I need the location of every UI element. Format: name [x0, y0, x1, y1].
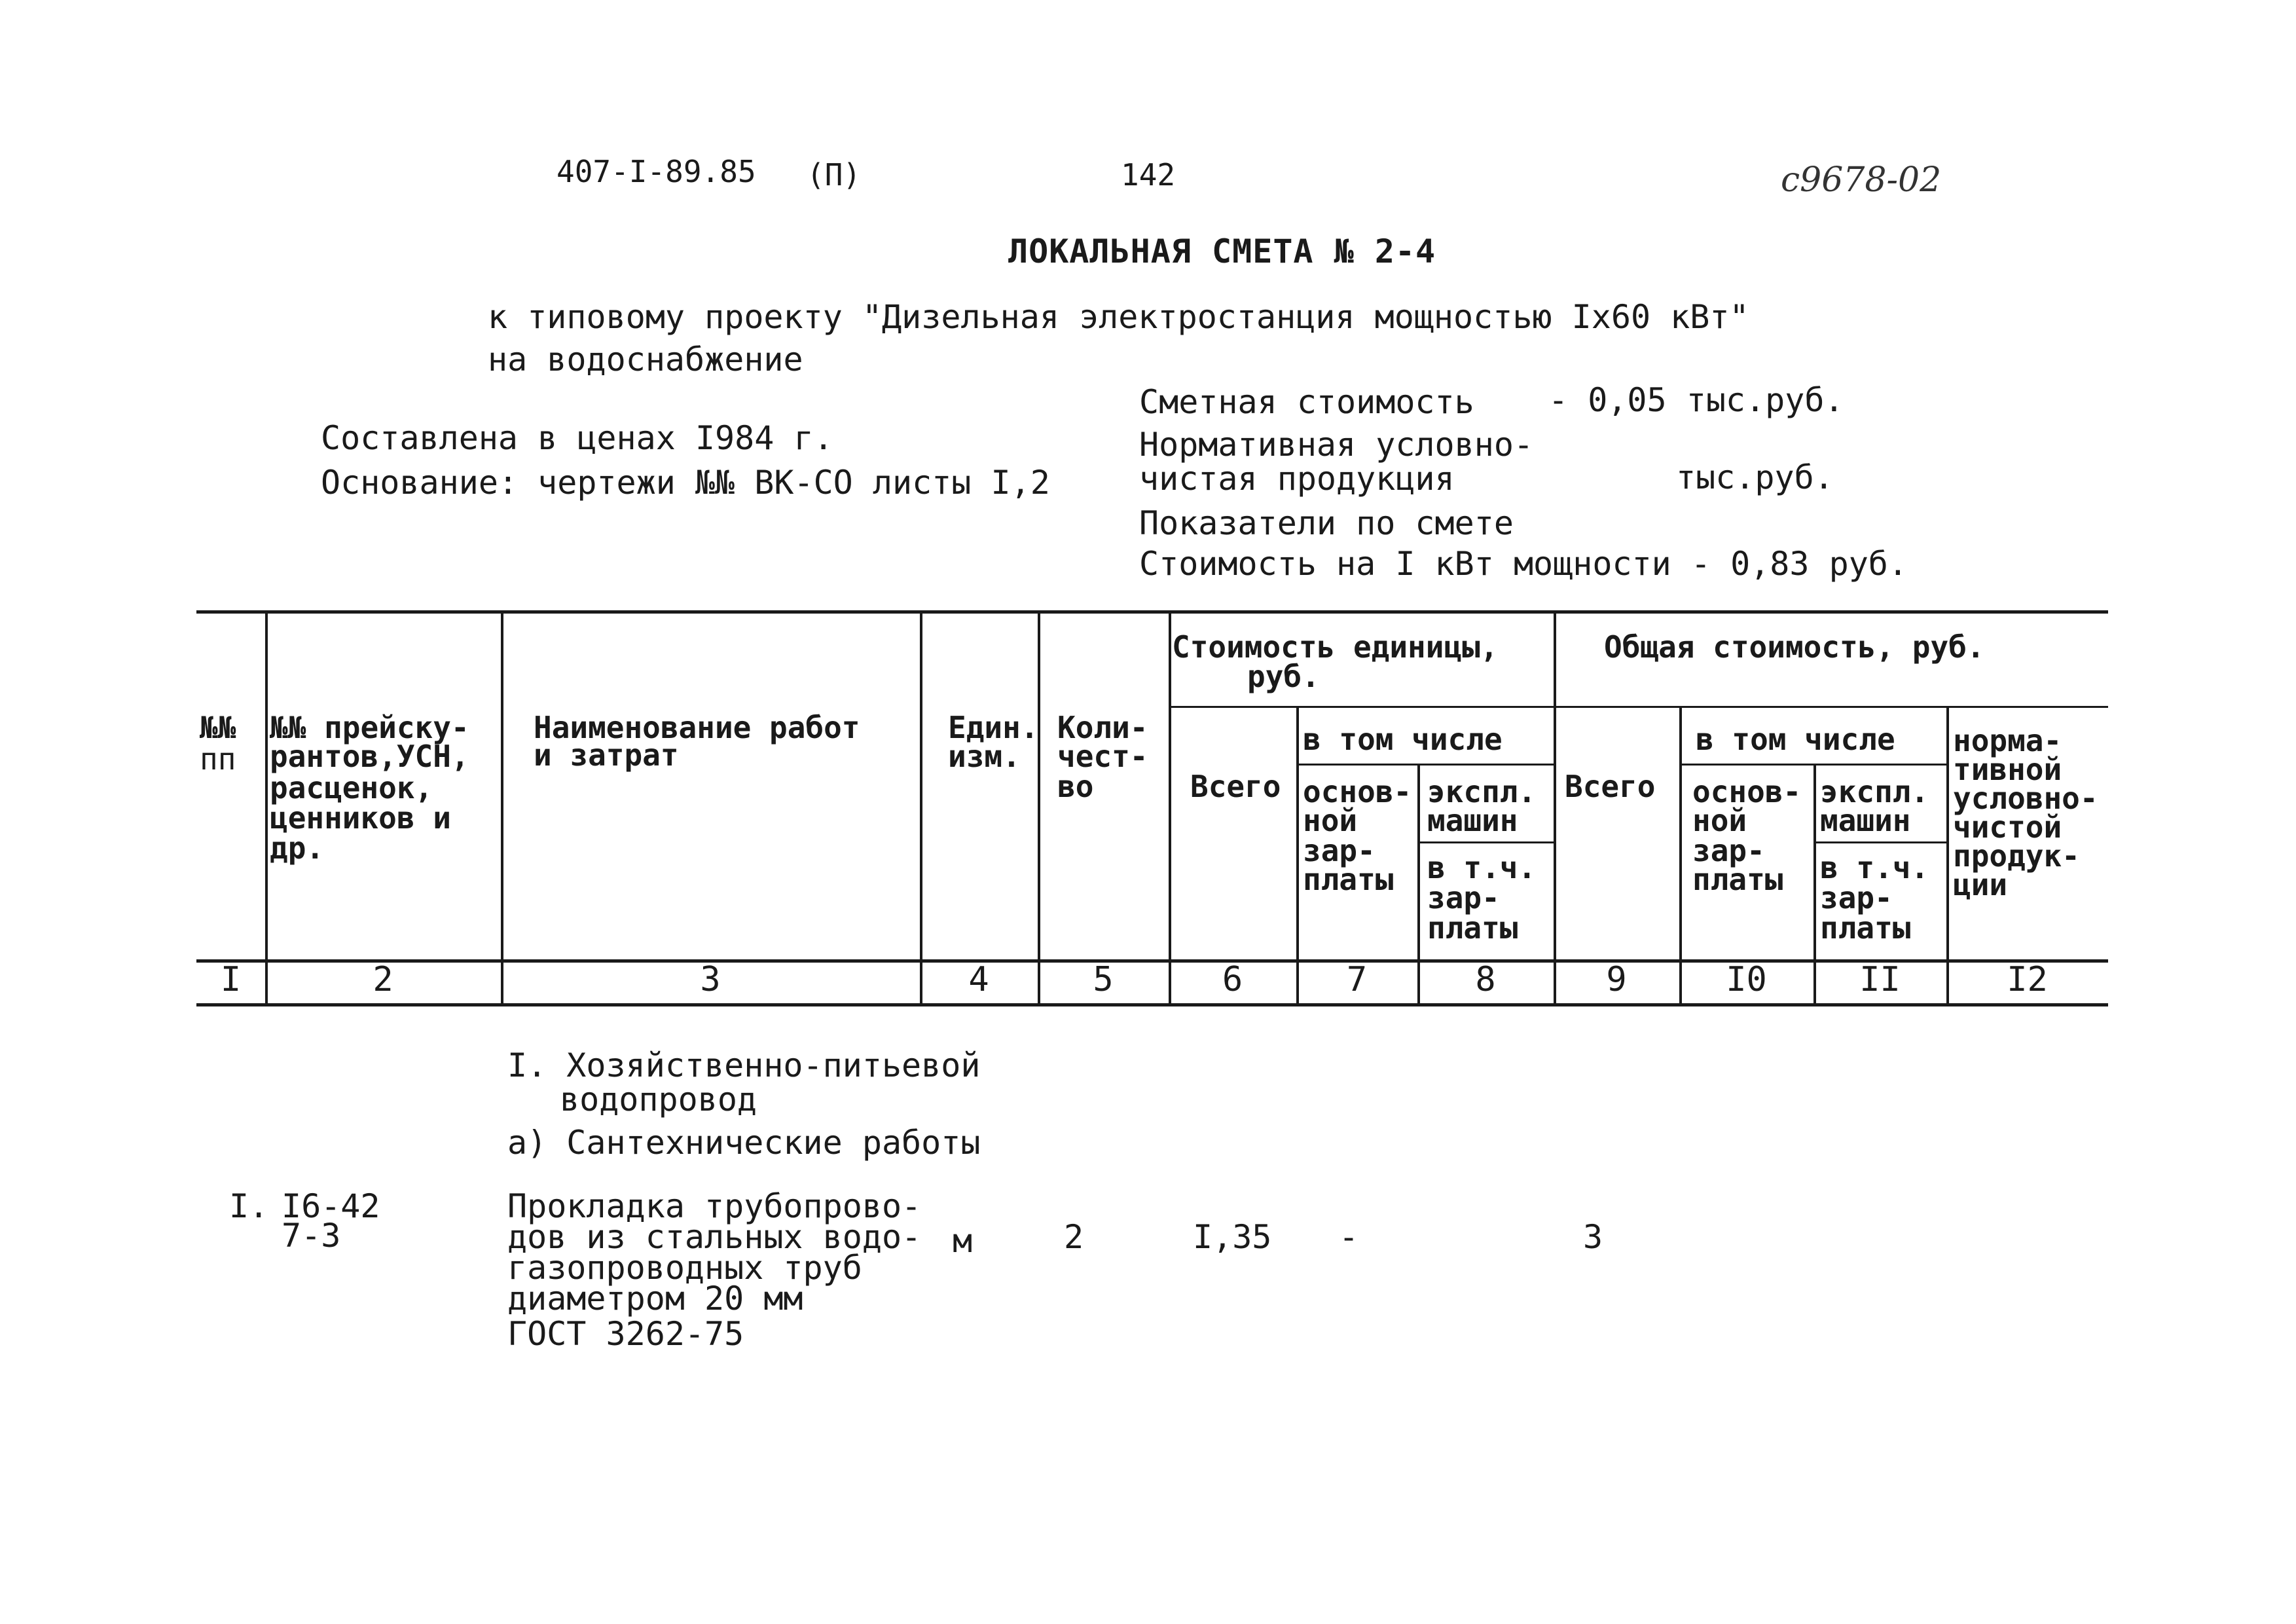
- header-col1-line1: №№: [200, 710, 236, 745]
- row-name-line5: ГОСТ 3262-75: [507, 1315, 744, 1353]
- table-vline: [1554, 610, 1556, 1003]
- row-unit-total: I,35: [1193, 1218, 1272, 1256]
- column-number: 7: [1346, 960, 1368, 999]
- table-machines-divider-right: [1813, 841, 1948, 843]
- estimate-cost-value: - 0,05 тыс.руб.: [1548, 381, 1844, 419]
- column-number: 2: [373, 960, 393, 999]
- row-total: 3: [1583, 1218, 1603, 1256]
- header-overall-incl-wage-1: в т.ч.: [1820, 850, 1929, 885]
- norm-prod-label1: Нормативная условно-: [1139, 426, 1534, 464]
- header-unit-total: Всего: [1190, 769, 1281, 804]
- table-cost-divider: [1169, 706, 2108, 708]
- header-norm-prod-6: ции: [1953, 867, 2008, 902]
- header-col2-line4: ценников и: [270, 800, 451, 836]
- table-vline: [920, 610, 922, 1003]
- table-top-border: [196, 610, 2108, 614]
- header-unit-machines-1: экспл.: [1427, 774, 1537, 809]
- doc-number: 407-I-89.85: [556, 154, 756, 189]
- header-col5-line2: чест-: [1057, 739, 1148, 774]
- column-number: 5: [1093, 960, 1114, 999]
- header-col2-line3: расценок,: [270, 770, 433, 805]
- header-unit-incl-wage-2: зар-: [1427, 880, 1500, 915]
- header-col2-line5: др.: [270, 830, 325, 866]
- estimate-cost-label: Сметная стоимость: [1139, 383, 1474, 421]
- table-vline: [1038, 610, 1040, 1003]
- header-unit-machines-2: машин: [1427, 803, 1518, 838]
- column-number: II: [1859, 960, 1901, 999]
- header-unit-base-wage-1: основ-: [1303, 774, 1412, 809]
- header-col3-line2: и затрат: [534, 737, 679, 773]
- header-col3-line1: Наименование работ: [534, 710, 860, 745]
- header-col2-line2: рантов,УСН,: [270, 739, 469, 774]
- section-heading-line1: I. Хозяйственно-питьевой: [507, 1046, 981, 1084]
- section-heading-line2: водопровод: [560, 1080, 757, 1118]
- row-name-line1: Прокладка трубопрово-: [507, 1187, 922, 1225]
- column-number: 9: [1606, 960, 1627, 999]
- subsection-heading: а) Сантехнические работы: [507, 1124, 981, 1162]
- table-numbers-bottom: [196, 1003, 2108, 1006]
- table-vline: [1679, 706, 1682, 1003]
- row-name-line2: дов из стальных водо-: [507, 1218, 922, 1256]
- header-overall-incl-wage-3: платы: [1820, 910, 1911, 946]
- header-overall-incl-wage-2: зар-: [1820, 880, 1893, 915]
- cost-per-kw: Стоимость на I кВт мощности - 0,83 руб.: [1139, 545, 1908, 583]
- header-unit-cost-line2: руб.: [1247, 659, 1320, 694]
- row-name-line3: газопроводных труб: [507, 1249, 862, 1287]
- row-unit: м: [953, 1222, 973, 1260]
- header-unit-base-wage-4: платы: [1303, 862, 1394, 897]
- norm-prod-value: тыс.руб.: [1676, 458, 1834, 496]
- indicators-label: Показатели по смете: [1139, 504, 1514, 542]
- table-vline: [501, 610, 503, 1003]
- header-norm-prod-3: условно-: [1953, 781, 2098, 816]
- header-col5-line3: во: [1057, 769, 1094, 804]
- column-number: 6: [1222, 960, 1243, 999]
- table-machines-divider-left: [1417, 841, 1555, 843]
- norm-prod-label2: чистая продукция: [1139, 460, 1455, 498]
- header-unit-incl-wage-3: платы: [1427, 910, 1518, 946]
- header-overall-base-wage-2: ной: [1692, 803, 1747, 838]
- header-col4-line1: Един.: [948, 710, 1039, 745]
- table-incl-divider-left: [1296, 764, 1555, 766]
- doc-part: (П): [807, 157, 862, 193]
- row-number: I.: [229, 1187, 269, 1225]
- drawings-basis: Основание: чертежи №№ ВК-СО листы I,2: [321, 464, 1050, 502]
- row-code-line1: I6-42: [282, 1187, 380, 1225]
- header-col4-line2: изм.: [948, 739, 1021, 774]
- header-col2-line1: №№ прейску-: [270, 710, 469, 745]
- header-norm-prod-5: продук-: [1953, 838, 2080, 874]
- header-col5-line1: Коли-: [1057, 710, 1148, 745]
- header-unit-incl-wage-1: в т.ч.: [1427, 850, 1537, 885]
- column-number: 8: [1475, 960, 1496, 999]
- header-norm-prod-2: тивной: [1953, 752, 2062, 787]
- header-overall-base-wage-1: основ-: [1692, 774, 1802, 809]
- column-number: I: [220, 960, 242, 999]
- page-number: 142: [1121, 157, 1176, 193]
- table-vline: [1296, 706, 1299, 1003]
- row-name-line4: диаметром 20 мм: [507, 1280, 803, 1318]
- table-vline: [1946, 706, 1949, 1003]
- table-vline: [265, 610, 268, 1003]
- header-total-cost: Общая стоимость, руб.: [1604, 629, 1985, 665]
- column-number: I2: [2007, 960, 2048, 999]
- header-norm-prod-1: норма-: [1953, 723, 2062, 758]
- header-overall-base-wage-3: зар-: [1692, 833, 1765, 868]
- prices-basis: Составлена в ценах I984 г.: [321, 419, 833, 457]
- column-number: 4: [968, 960, 989, 999]
- header-overall-machines-1: экспл.: [1820, 774, 1929, 809]
- row-unit-wage: -: [1339, 1218, 1359, 1256]
- handwritten-code: с9678-02: [1781, 160, 1942, 200]
- header-unit-base-wage-2: ной: [1303, 803, 1358, 838]
- header-norm-prod-4: чистой: [1953, 809, 2062, 845]
- header-col1-line2: пп: [200, 741, 236, 777]
- column-number: 3: [700, 960, 721, 999]
- header-unit-including: в том числе: [1303, 722, 1503, 757]
- page-title: ЛОКАЛЬНАЯ СМЕТА № 2-4: [1008, 232, 1436, 270]
- subtitle-line1: к типовому проекту "Дизельная электростанция мощностью Iх60 кВт": [488, 298, 1749, 336]
- header-overall-machines-2: машин: [1820, 803, 1911, 838]
- header-overall-including: в том числе: [1696, 722, 1895, 757]
- header-unit-base-wage-3: зар-: [1303, 833, 1376, 868]
- row-code-line2: 7-3: [282, 1217, 341, 1255]
- header-overall-base-wage-4: платы: [1692, 862, 1783, 897]
- subtitle-line2: на водоснабжение: [488, 341, 803, 378]
- row-qty: 2: [1064, 1218, 1084, 1256]
- header-overall-total: Всего: [1565, 769, 1656, 804]
- table-vline: [1169, 610, 1171, 1003]
- header-unit-cost-line1: Стоимость единицы,: [1172, 629, 1499, 665]
- column-number: I0: [1726, 960, 1767, 999]
